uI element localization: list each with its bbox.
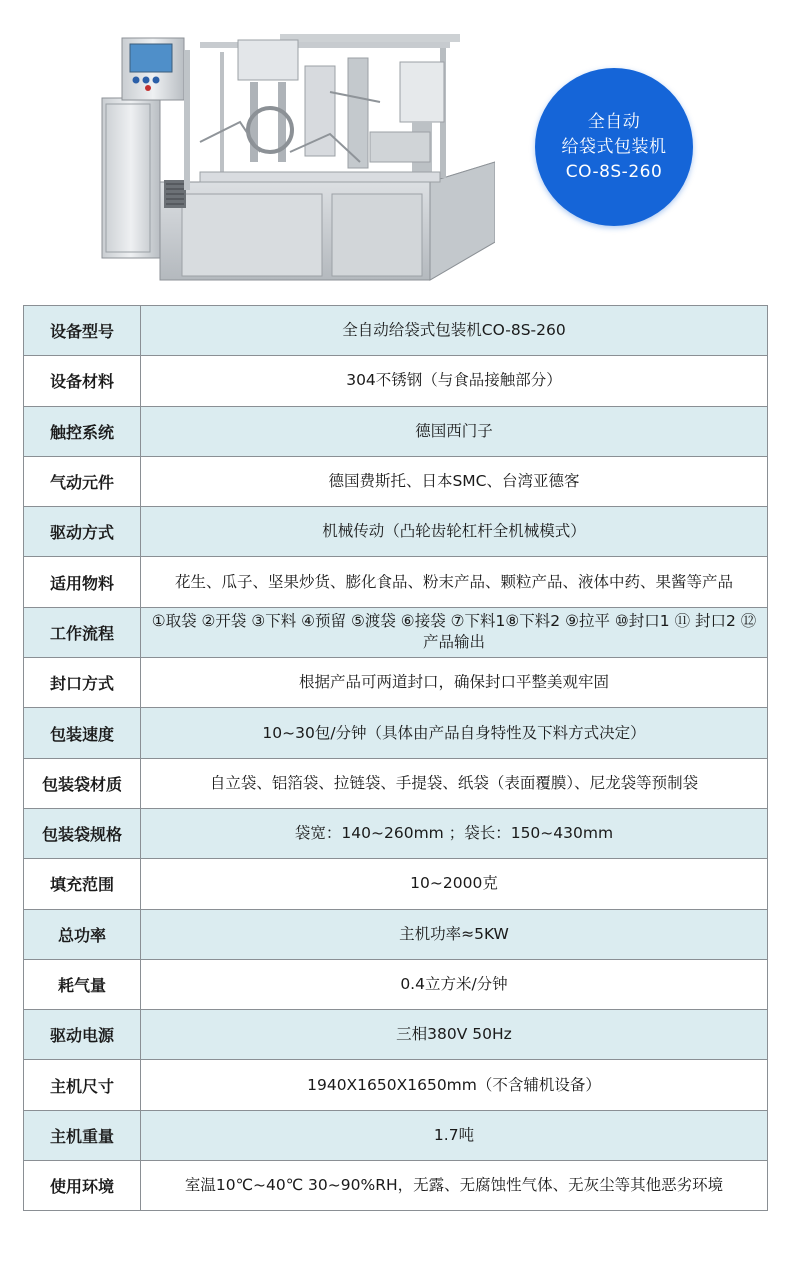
spec-table [23,305,768,1211]
spec-label: 触控系统 [24,406,141,456]
spec-row [24,859,768,909]
spec-table-body [24,306,768,1211]
spec-row [24,557,768,607]
spec-label: 设备材料 [24,356,141,406]
spec-value: 三相380V 50Hz [141,1010,768,1060]
product-badge [535,68,693,226]
spec-row [24,959,768,1009]
spec-value: 304不锈钢（与食品接触部分） [141,356,768,406]
spec-value: 0.4立方米/分钟 [141,959,768,1009]
spec-label: 总功率 [24,909,141,959]
spec-label: 驱动方式 [24,507,141,557]
spec-label: 包装速度 [24,708,141,758]
spec-row [24,808,768,858]
spec-label: 适用物料 [24,557,141,607]
spec-label: 填充范围 [24,859,141,909]
spec-value: 德国西门子 [141,406,768,456]
spec-label: 包装袋规格 [24,808,141,858]
spec-label: 主机尺寸 [24,1060,141,1110]
spec-label: 气动元件 [24,456,141,506]
spec-row [24,456,768,506]
spec-label: 驱动电源 [24,1010,141,1060]
spec-row [24,1060,768,1110]
spec-value: 德国费斯托、日本SMC、台湾亚德客 [141,456,768,506]
spec-value: 根据产品可两道封口，确保封口平整美观牢固 [141,658,768,708]
spec-value: 10~2000克 [141,859,768,909]
spec-value: 主机功率≈5KW [141,909,768,959]
packaging-machine-illustration [100,22,495,284]
spec-value: 袋宽：140~260mm ；袋长：150~430mm [141,808,768,858]
spec-label: 耗气量 [24,959,141,1009]
spec-label: 封口方式 [24,658,141,708]
spec-value: 1940X1650X1650mm（不含辅机设备） [141,1060,768,1110]
spec-row [24,909,768,959]
spec-label: 包装袋材质 [24,758,141,808]
spec-row [24,708,768,758]
spec-value: 全自动给袋式包装机CO-8S-260 [141,306,768,356]
spec-value: 自立袋、铝箔袋、拉链袋、手提袋、纸袋（表面覆膜）、尼龙袋等预制袋 [141,758,768,808]
spec-value: 室温10℃~40℃ 30~90%RH，无露、无腐蚀性气体、无灰尘等其他恶劣环境 [141,1161,768,1211]
spec-row [24,306,768,356]
spec-row [24,507,768,557]
spec-value: ①取袋 ②开袋 ③下料 ④预留 ⑤渡袋 ⑥接袋 ⑦下料1⑧下料2 ⑨拉平 ⑩封口1 ⑪ 封口2 ⑫ 产品输出 [141,607,768,657]
spec-label: 主机重量 [24,1110,141,1160]
spec-value: 1.7吨 [141,1110,768,1160]
spec-label: 设备型号 [24,306,141,356]
spec-value: 花生、瓜子、坚果炒货、膨化食品、粉末产品、颗粒产品、液体中药、果酱等产品 [141,557,768,607]
hero-section [0,0,790,300]
spec-value: 10~30包/分钟（具体由产品自身特性及下料方式决定） [141,708,768,758]
spec-value: 机械传动（凸轮齿轮杠杆全机械模式） [141,507,768,557]
spec-row [24,1110,768,1160]
spec-row [24,658,768,708]
spec-row [24,1010,768,1060]
spec-label: 工作流程 [24,607,141,657]
badge-line-1: 全自动 [587,111,641,132]
badge-line-2: 给袋式包装机 [561,136,667,157]
spec-row [24,1161,768,1211]
spec-label: 使用环境 [24,1161,141,1211]
spec-row [24,406,768,456]
badge-line-3: CO-8S-260 [565,161,663,182]
spec-row [24,758,768,808]
spec-row [24,607,768,657]
spec-row [24,356,768,406]
